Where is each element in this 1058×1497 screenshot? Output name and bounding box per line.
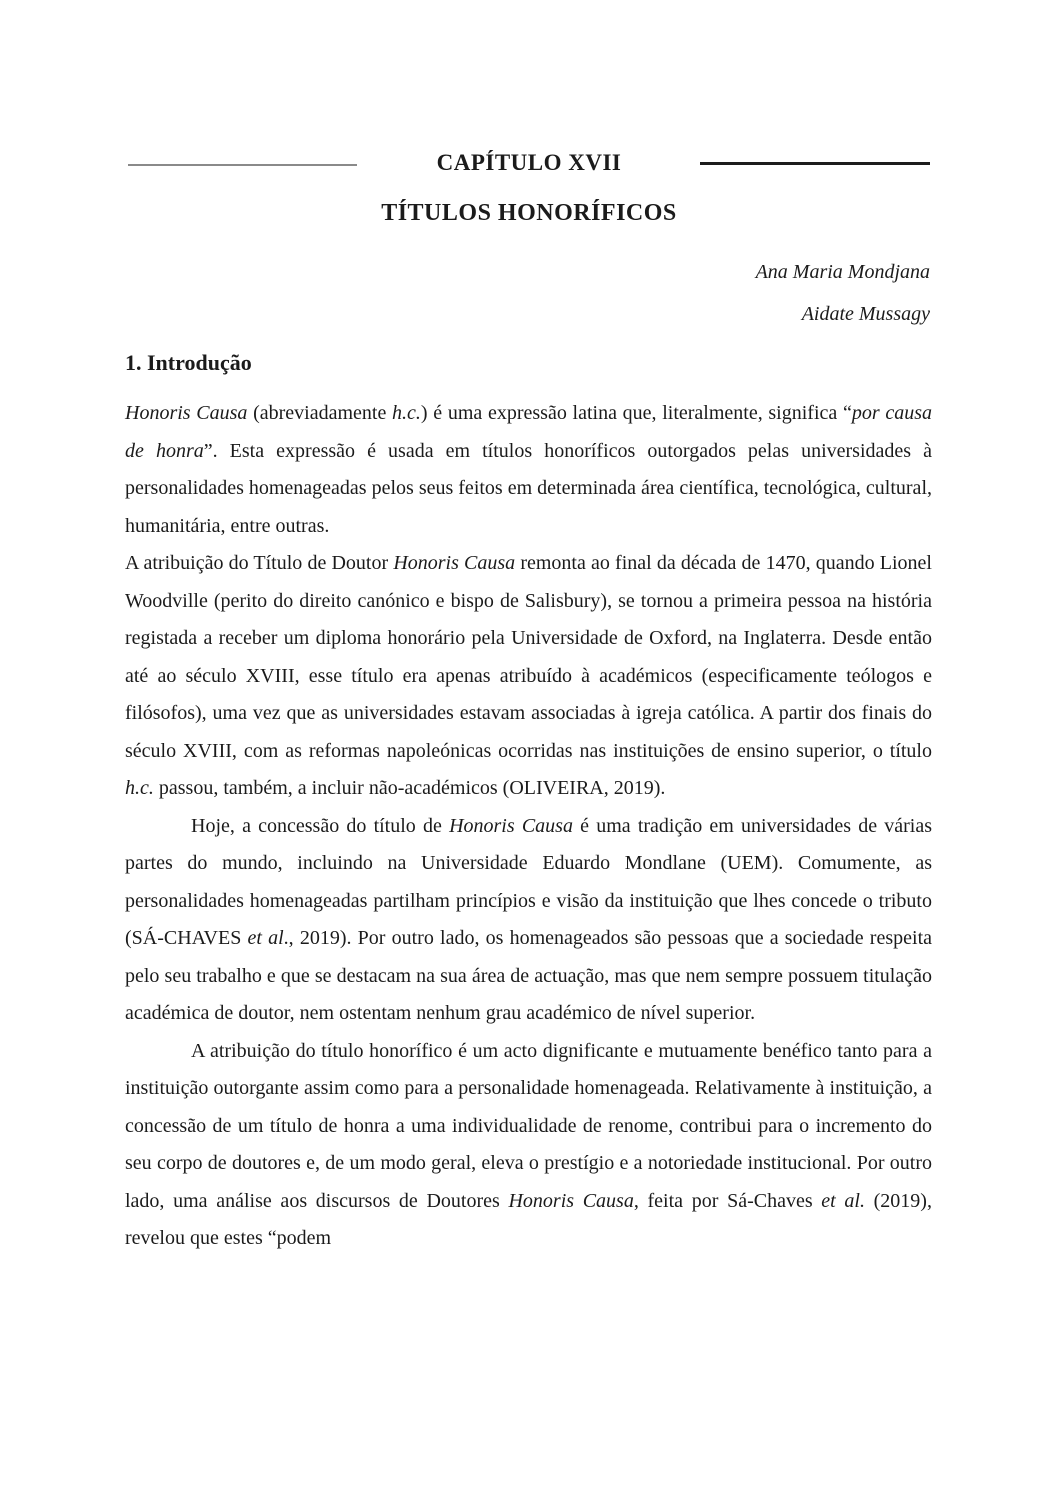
text-run: ., 2019). Por outro lado, os homenageados são pessoas que a sociedade respeita pelo seu trabalho e que se destacam na sua área de actuação, mas que nem sempre possuem titulação académica de doutor, nem ostentam nenhum grau académico de nível superior. xyxy=(125,927,932,1024)
text-run: (2019), revelou que estes “podem xyxy=(125,1189,932,1249)
italic-text-run: et al. xyxy=(821,1189,865,1212)
text-run: (abreviadamente xyxy=(247,402,393,424)
text-run: ”. Esta expressão é usada em títulos honoríficos outorgados pelas universidades à personalidades homenageadas pelos seus feitos em determinada área científica, tecnológica, cultural, humanitária, entre outras. xyxy=(125,439,932,537)
author-name: Aidate Mussagy xyxy=(801,303,930,325)
text-run: , feita por Sá-Chaves xyxy=(633,1189,822,1212)
text-run: A atribuição do título honorífico é um acto dignificante e mutuamente benéfico tanto para a instituição outorgante assim como para a personalidade homenageada. Relativamente à instituição, a concessão de um título de honra a uma individualidade de renome, contribui para o incremento do seu corpo de doutores e, de um modo geral, eleva o prestígio e a notoriedade institucional. Por outro lado, uma análise aos discursos de Doutores xyxy=(125,1039,932,1212)
text-run: A atribuição do Título de Doutor xyxy=(125,552,394,574)
italic-text-run: h.c. xyxy=(392,402,421,424)
chapter-title: TÍTULOS HONORÍFICOS xyxy=(381,200,677,226)
paragraph xyxy=(125,808,932,1033)
section-heading: 1. Introdução xyxy=(125,350,252,375)
chapter-label: CAPÍTULO XVII xyxy=(436,150,622,175)
text-run: é uma tradição em universidades de várias partes do mundo, incluindo na Universidade Eduardo Mondlane (UEM). Comumente, as personalidades homenageadas partilham princípios e visão da instituição que lhes concede o tributo (SÁ-CHAVES xyxy=(125,814,933,949)
author-name: Ana Maria Mondjana xyxy=(755,261,930,283)
italic-text-run: Honoris Causa xyxy=(125,402,248,424)
italic-text-run: h.c. xyxy=(125,777,154,799)
text-run: Hoje, a concessão do título de xyxy=(191,814,450,837)
paragraph xyxy=(125,395,932,545)
italic-text-run: Honoris Causa xyxy=(449,814,573,837)
italic-text-run: por causa de honra xyxy=(125,402,932,462)
authors-block xyxy=(756,251,930,335)
text-run: remonta ao final da década de 1470, quando Lionel Woodville (perito do direito canónico e bispo de Salisbury), se tornou a primeira pessoa na história registada a receber um diploma honorário pela Universidade de Oxford, na Inglaterra. Desde então até ao século XVIII, esse título era apenas atribuído à académicos (especificamente teólogos e filósofos), uma vez que as universidades estavam associadas à igreja católica. A partir dos finais do século XVIII, com as reformas napoleónicas ocorridas nas instituições de ensino superior, o título xyxy=(125,552,932,762)
italic-text-run: et al xyxy=(247,927,284,949)
text-run: ) é uma expressão latina que, literalmente, significa “ xyxy=(420,402,852,424)
italic-text-run: Honoris Causa xyxy=(393,552,516,574)
body-paragraphs xyxy=(125,395,932,1258)
paragraph xyxy=(125,545,932,808)
text-run: passou, também, a incluir não-académicos (OLIVEIRA, 2019). xyxy=(153,777,666,799)
italic-text-run: Honoris Causa xyxy=(508,1189,634,1212)
paragraph xyxy=(125,1033,932,1258)
